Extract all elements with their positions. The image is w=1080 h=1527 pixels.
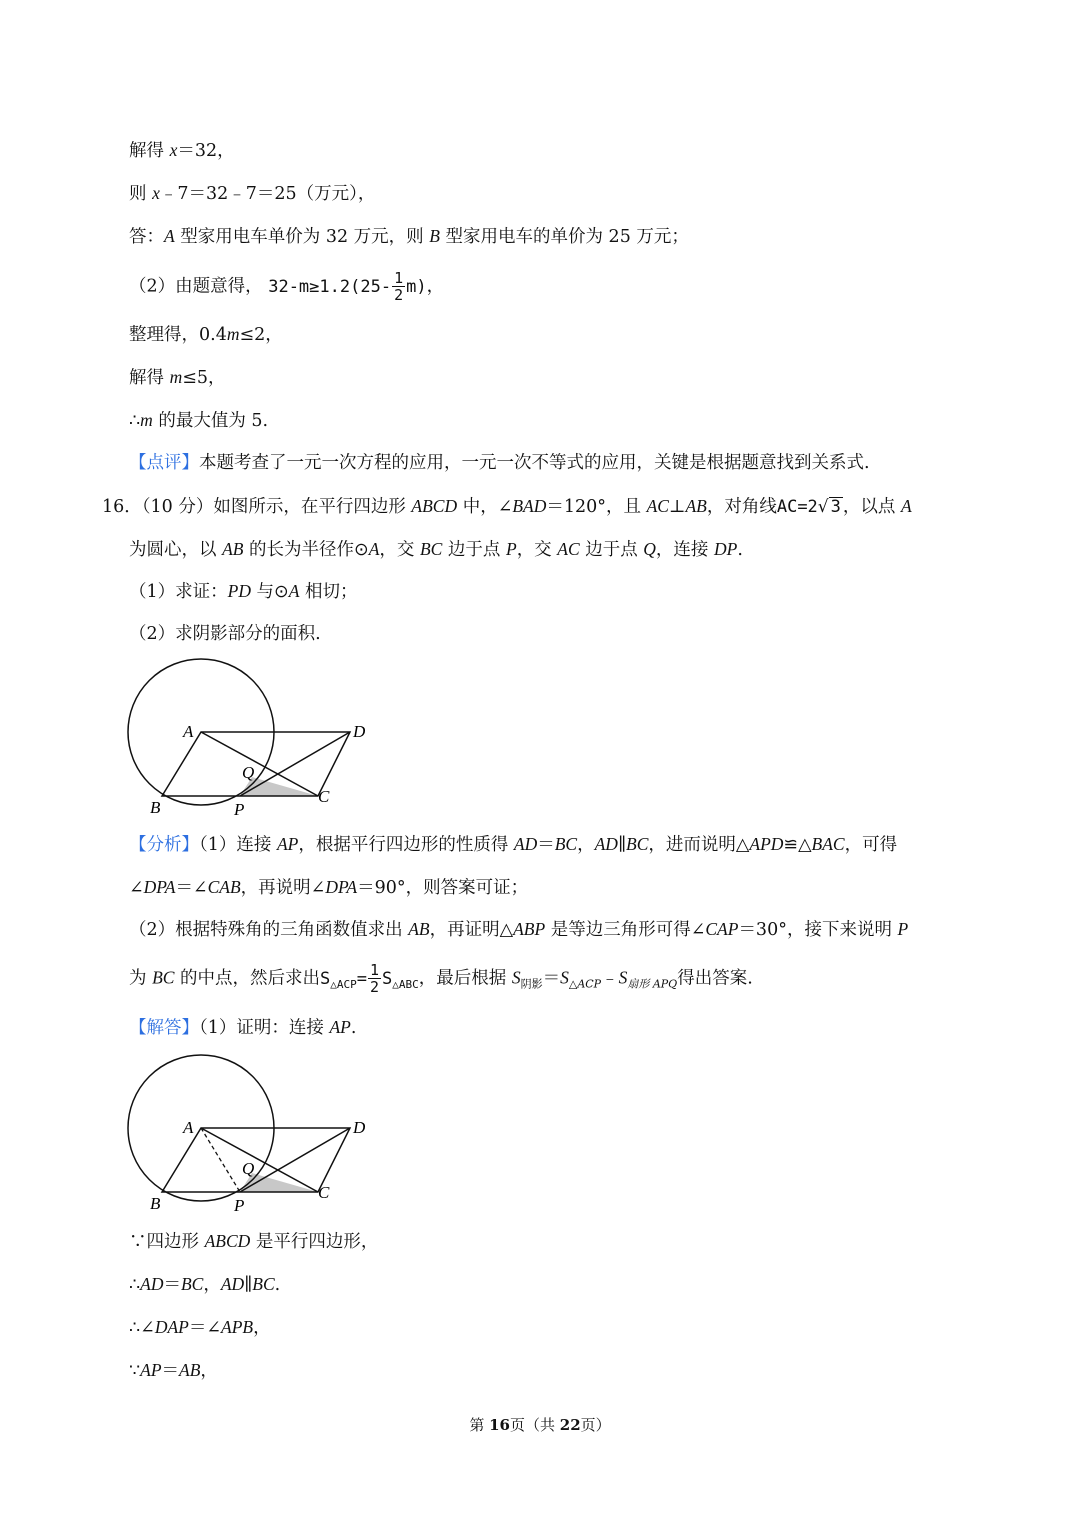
- proof-line-2: ∴AD＝BC，AD∥BC.: [129, 1274, 281, 1295]
- proof-line-3: ∴∠DAP＝∠APB，: [129, 1317, 271, 1338]
- label-q: Q: [242, 763, 255, 782]
- answer-line-1: 【解答】（1）证明：连接 AP.: [129, 1017, 357, 1038]
- label-a: A: [183, 1118, 194, 1137]
- label-b: B: [150, 1194, 161, 1213]
- inequality-formula: 32-m≥1.2(25- $\frac{1}{2}$ m): [268, 269, 427, 304]
- solution-line-4: （2）由题意得， 32-m≥1.2(25- $\frac{1}{2}$ m)，: [129, 269, 445, 304]
- geometry-figure-1: [110, 650, 380, 820]
- label-d: D: [353, 722, 366, 741]
- solution-line-6: 解得 m≤5，: [129, 367, 226, 388]
- solution-line-7: ∴m 的最大值为 5.: [129, 410, 269, 431]
- label-q: Q: [242, 1159, 255, 1178]
- geometry-figure-2: [110, 1046, 380, 1216]
- label-c: C: [318, 787, 330, 806]
- label-p: P: [234, 800, 245, 819]
- area-formula: $S_{\triangle ACP}=$ $\frac{1}{2}$ $S_{\triangle ABC}$: [320, 961, 419, 996]
- analysis-line-3: （2）根据特殊角的三角函数值求出 AB，再证明△ABP 是等边三角形可得∠CAP＝30°，接下来说明 P: [129, 919, 909, 940]
- segment-ap-dashed: [201, 1128, 240, 1192]
- answer-tag: 【解答】: [129, 1018, 199, 1038]
- comment-line: 【点评】本题考查了一元一次方程的应用，一元一次不等式的应用，关键是根据题意找到关系式.: [129, 453, 870, 473]
- fraction-half: $\frac{1}{2}$: [394, 269, 404, 304]
- proof-line-4: ∵AP＝AB，: [129, 1360, 218, 1381]
- solution-line-2: 则 x﹣7＝32﹣7＝25（万元），: [129, 183, 376, 204]
- label-p: P: [234, 1196, 245, 1215]
- analysis-line-4: 为 BC 的中点，然后求出$S_{\triangle ACP}=$ $\frac{1}{2}$ $S_{\triangle ABC}$，最后根据 $S_{阴影}=S_{\triangle ACP}﹣S_{扇形 APQ}$得出答案.: [129, 961, 753, 996]
- solution-line-3: 答：A 型家用电车单价为 32 万元，则 B 型家用电车的单价为 25 万元；: [129, 226, 689, 247]
- label-b: B: [150, 798, 161, 817]
- solution-line-5: 整理得，0.4m≤2，: [129, 324, 283, 345]
- problem-line-2: 为圆心，以 AB 的长为半径作⊙A，交 BC 边于点 P，交 AC 边于点 Q，连接 DP.: [129, 539, 743, 560]
- label-d: D: [353, 1118, 366, 1137]
- comment-tag: 【点评】: [129, 453, 199, 473]
- analysis-line-2: ∠DPA＝∠CAB，再说明∠DPA＝90°，则答案可证；: [129, 877, 529, 898]
- proof-line-1: ∵四边形 ABCD 是平行四边形，: [129, 1231, 379, 1252]
- solution-line-1: 解得 x＝32，: [129, 140, 235, 161]
- analysis-tag: 【分析】: [129, 835, 199, 855]
- page-footer: 第 16页（共 22页）: [469, 1416, 611, 1434]
- label-c: C: [318, 1183, 330, 1202]
- analysis-line-1: 【分析】（1）连接 AP，根据平行四边形的性质得 AD＝BC，AD∥BC，进而说明△APD≌△BAC，可得: [129, 834, 898, 855]
- problem-line-1: 16．（10 分）如图所示，在平行四边形 ABCD 中，∠BAD＝120°，且 AC⊥AB，对角线AC=2√ 3 ，以点 A: [102, 496, 912, 517]
- problem-line-4: （2）求阴影部分的面积.: [129, 624, 321, 644]
- diagonal-formula: AC=2√ 3: [776, 497, 841, 517]
- problem-line-3: （1）求证：PD 与⊙A 相切；: [129, 581, 358, 602]
- circle-dot-symbol: ⊙: [354, 540, 369, 560]
- label-a: A: [183, 722, 194, 741]
